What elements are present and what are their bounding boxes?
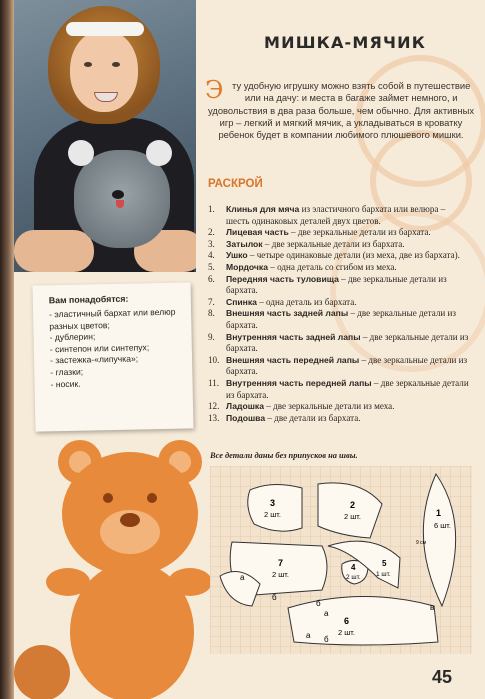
label-p6-count: 2 шт. xyxy=(338,628,355,637)
page-number: 45 xyxy=(432,667,453,687)
orange-ball-decor xyxy=(14,645,70,699)
materials-item: - дублерин; xyxy=(49,330,185,344)
label-p4-count: 2 шт. xyxy=(346,574,361,581)
label-p1-count: 6 шт. xyxy=(434,521,451,530)
cutting-item: 7. Спинка – одна деталь из бархата. xyxy=(208,296,357,307)
materials-card xyxy=(32,282,193,431)
cutting-item: 6. Передняя часть туловища – две зеркальные детали из бархата. xyxy=(208,273,447,296)
label-p3-count: 2 шт. xyxy=(264,510,281,519)
cutting-item: 13. Подошва – две детали из бархата. xyxy=(208,412,361,423)
cutting-item: 9. Внутренняя часть задней лапы – две зеркальные детали из бархата. xyxy=(208,331,469,354)
photo-toy-ear-left xyxy=(68,140,94,166)
photo-toy-ear-right xyxy=(146,140,172,166)
photo-eye-right xyxy=(112,62,120,67)
materials-item: - синтепон или синтепух; xyxy=(50,341,186,355)
label-fold: 9 см xyxy=(416,540,427,546)
materials-item: - эластичный бархат или велюр разных цветов; xyxy=(49,306,185,332)
label-p3: 3 xyxy=(270,498,276,508)
intro-paragraph xyxy=(205,76,477,141)
materials-item: - застежка-«липучка»; xyxy=(50,353,186,367)
label-piece-b: б xyxy=(272,593,277,602)
materials-heading: Вам понадобятся: xyxy=(48,293,129,306)
label-p2-count: 2 шт. xyxy=(344,512,361,521)
cutting-item: 11. Внутренняя часть передней лапы – две зеркальные детали из бархата. xyxy=(208,377,469,400)
cutting-item: 4. Ушко – четыре одинаковые детали (из меха, две из бархата). xyxy=(208,250,460,261)
label-piece-a: а xyxy=(324,609,329,618)
pattern-piece-6 xyxy=(288,596,438,645)
label-piece-a: а xyxy=(240,573,245,582)
label-p5: 5 xyxy=(382,559,387,568)
cutting-item: 3. Затылок – две зеркальные детали из бархата. xyxy=(208,238,405,249)
photo-girl-with-bear xyxy=(14,0,196,272)
label-p2: 2 xyxy=(350,500,356,510)
page-spine-shadow xyxy=(0,0,14,699)
label-p5-count: 1 шт. xyxy=(376,571,391,578)
cutting-item: 12. Ладошка – две зеркальные детали из меха. xyxy=(208,401,395,412)
photo-toy-tongue xyxy=(116,200,124,208)
label-piece-a: а xyxy=(306,631,311,640)
label-p7-count: 2 шт. xyxy=(272,570,289,579)
cutting-item: 2. Лицевая часть – две зеркальные детали из бархата. xyxy=(208,227,431,238)
photo-leg-left xyxy=(14,230,94,272)
cutting-item: 5. Мордочка – одна деталь со сгибом из меха. xyxy=(208,261,397,272)
label-p6: 6 xyxy=(344,616,350,626)
label-p4: 4 xyxy=(351,563,356,572)
intro-text: ту удобную игрушку можно взять собой в путешествие или на дачу: и места в багаже займет немного, и удовольствия в два раза больше, чем обычно. Для активных игр – легкий и мягкий мячик, а укладываться в кроватку ребенок будет в компании любимого плюшевого мишки. xyxy=(207,80,475,141)
photo-headband xyxy=(66,22,144,36)
intro-drop-cap: Э xyxy=(205,76,224,104)
label-piece-v: в xyxy=(430,603,435,612)
label-p1: 1 xyxy=(436,508,442,518)
label-p7: 7 xyxy=(278,558,284,568)
label-piece-b: б xyxy=(316,599,321,608)
cutting-item: 10. Внешняя часть передней лапы – две зеркальные детали из бархата. xyxy=(208,354,468,377)
cutting-list xyxy=(208,204,470,424)
cutting-item: 1. Клинья для мяча из эластичного бархата или велюра – шесть одинаковых деталей двух цветов. xyxy=(208,204,446,226)
page-title: МИШКА-МЯЧИК xyxy=(264,33,427,52)
photo-toy-nose xyxy=(112,190,124,199)
section-title-cutting: РАСКРОЙ xyxy=(208,178,263,190)
materials-item: - глазки; xyxy=(50,364,186,378)
cutting-item: 8. Внешняя часть задней лапы – две зеркальные детали из бархата. xyxy=(208,308,457,330)
seam-allowance-note: Все детали даны без припусков на швы. xyxy=(210,451,358,460)
materials-list xyxy=(33,306,193,390)
photo-eye-left xyxy=(84,62,92,67)
sewing-pattern-diagram xyxy=(210,466,472,654)
label-piece-b: б xyxy=(324,635,329,644)
materials-item: - носик. xyxy=(50,376,186,390)
